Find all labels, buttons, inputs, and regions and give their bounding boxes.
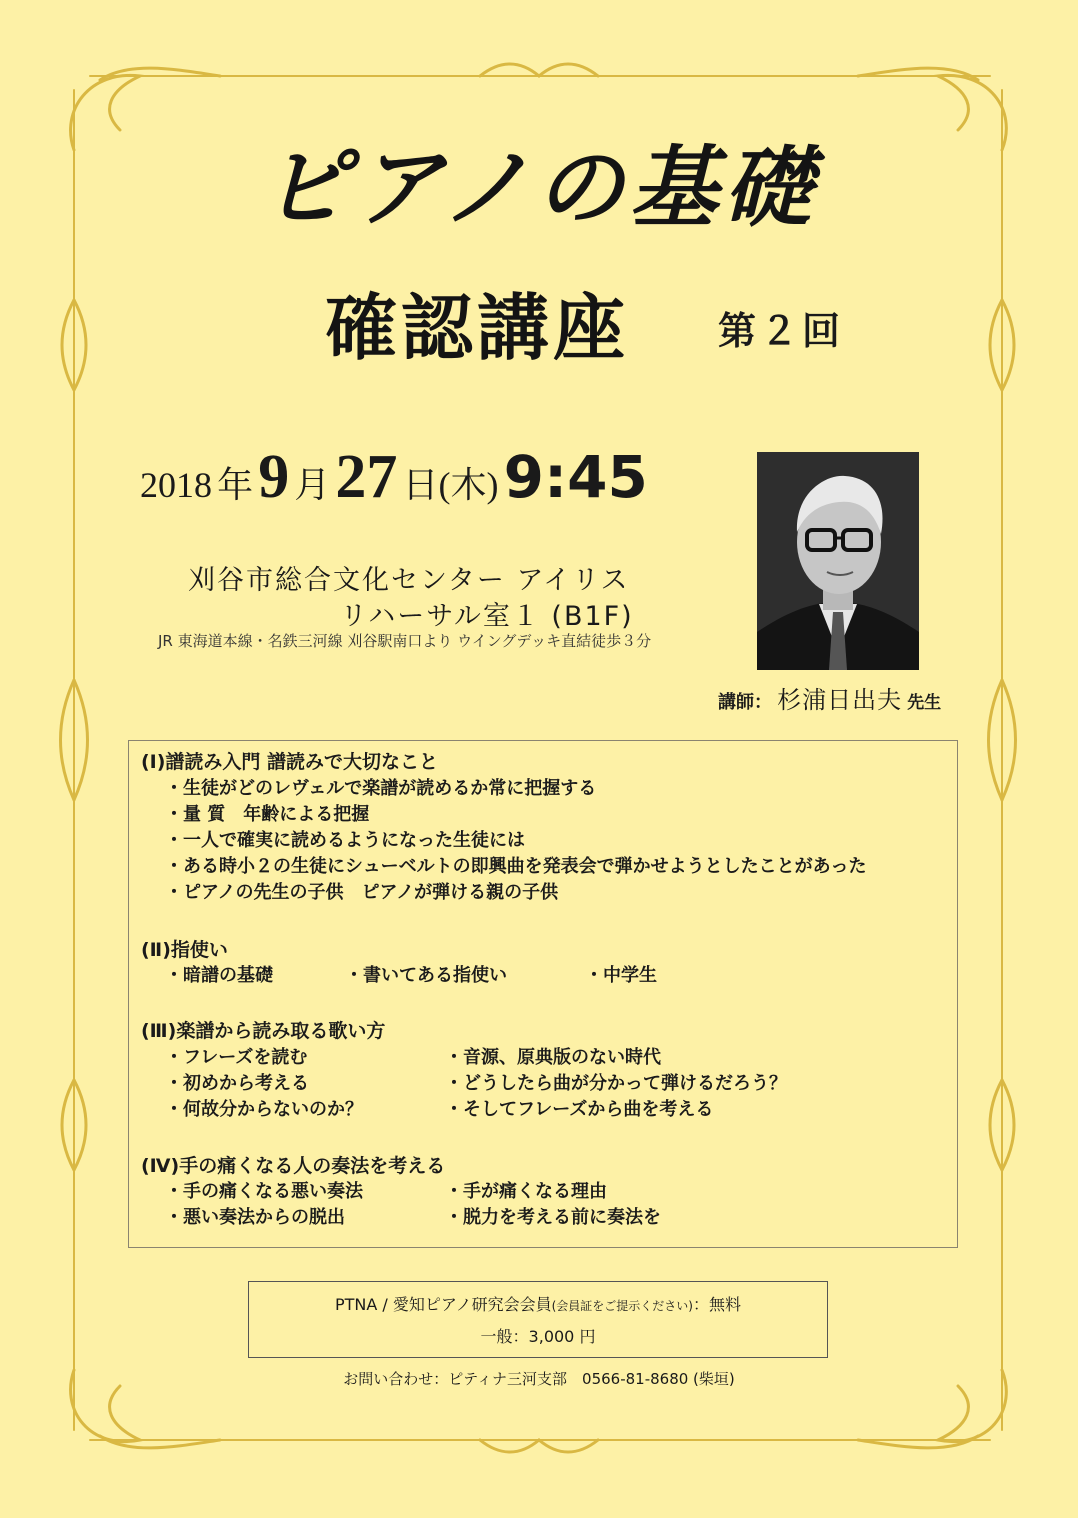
date-day: 27 <box>335 443 398 511</box>
event-date <box>140 442 648 513</box>
section-3-item: ・フレーズを読む <box>165 1047 308 1068</box>
lecturer-credit <box>718 680 941 715</box>
section-3-item: ・何故分からないのか？ <box>165 1099 363 1120</box>
section-1-item: ・一人で確実に読めるようになった生徒には <box>165 830 525 851</box>
page-subtitle: 確認講座 <box>325 286 630 370</box>
date-weekday: (木) <box>438 465 499 505</box>
venue-access: JR 東海道本線・名鉄三河線 刈谷駅南口より ウイングデッキ直結徒歩３分 <box>158 632 652 650</box>
course-outline-box <box>128 740 958 1248</box>
fee-box <box>248 1281 828 1358</box>
section-2-item: ・書いてある指使い <box>345 965 507 986</box>
venue-room: リハーサル室１ (B1F) <box>340 601 634 632</box>
section-3-item: ・初めから考える <box>165 1073 309 1094</box>
member-fee-label: PTNA / 愛知ピアノ研究会会員 <box>334 1295 552 1314</box>
section-3-item: ・そしてフレーズから曲を考える <box>445 1099 714 1120</box>
section-3-item: ・どうしたら曲が分かって弾けるだろう？ <box>445 1073 787 1094</box>
section-2-item: ・暗譜の基礎 <box>165 965 273 986</box>
section-3-heading: (Ⅲ)楽譜から読み取る歌い方 <box>141 1020 386 1042</box>
lecturer-title: 講師： <box>718 692 772 713</box>
section-1-item: ・生徒がどのレヴェルで楽譜が読めるか常に把握する <box>165 778 597 799</box>
date-month-unit: 月 <box>294 465 331 505</box>
lecturer-honorific: 先生 <box>907 693 942 713</box>
venue-name: 刈谷市総合文化センター アイリス <box>188 565 630 596</box>
page-title: ピアノの基礎 <box>260 136 818 239</box>
section-4-item: ・手の痛くなる悪い奏法 <box>165 1181 363 1202</box>
section-1-item: ・ある時小２の生徒にシューベルトの即興曲を発表会で弾かせようとしたことがあった <box>165 856 867 877</box>
date-year-unit: 年 <box>217 465 254 505</box>
member-fee <box>249 1292 827 1315</box>
section-2-item: ・中学生 <box>585 965 657 986</box>
date-day-unit: 日 <box>402 465 439 505</box>
section-3-item: ・音源、原典版のない時代 <box>445 1047 661 1068</box>
date-month: 9 <box>258 443 290 511</box>
event-time: 9:45 <box>503 443 648 511</box>
section-4-item: ・手が痛くなる理由 <box>445 1181 607 1202</box>
lecturer-name: 杉浦日出夫 <box>777 686 903 714</box>
portrait-illustration <box>757 452 919 670</box>
section-2-heading: (Ⅱ)指使い <box>141 939 228 961</box>
section-4-item: ・悪い奏法からの脱出 <box>165 1207 345 1228</box>
section-1-item: ・ピアノの先生の子供 ピアノが弾ける親の子供 <box>165 882 559 903</box>
section-1-item: ・量 質 年齢による把握 <box>165 804 370 825</box>
member-fee-price: ：無料 <box>692 1295 741 1314</box>
contact-info: お問い合わせ：ピティナ三河支部 0566-81-8680 (柴垣) <box>343 1370 735 1388</box>
lecturer-photo <box>757 452 919 670</box>
session-number: 第２回 <box>718 309 845 353</box>
general-fee: 一般：3,000 円 <box>480 1327 596 1346</box>
date-year: 2018 <box>140 465 212 505</box>
section-4-item: ・脱力を考える前に奏法を <box>445 1207 661 1228</box>
section-4-heading: (Ⅳ)手の痛くなる人の奏法を考える <box>141 1155 446 1177</box>
member-fee-note: (会員証をご提示ください) <box>551 1299 693 1313</box>
section-1-heading: (Ⅰ)譜読み入門 譜読みで大切なこと <box>141 751 439 773</box>
